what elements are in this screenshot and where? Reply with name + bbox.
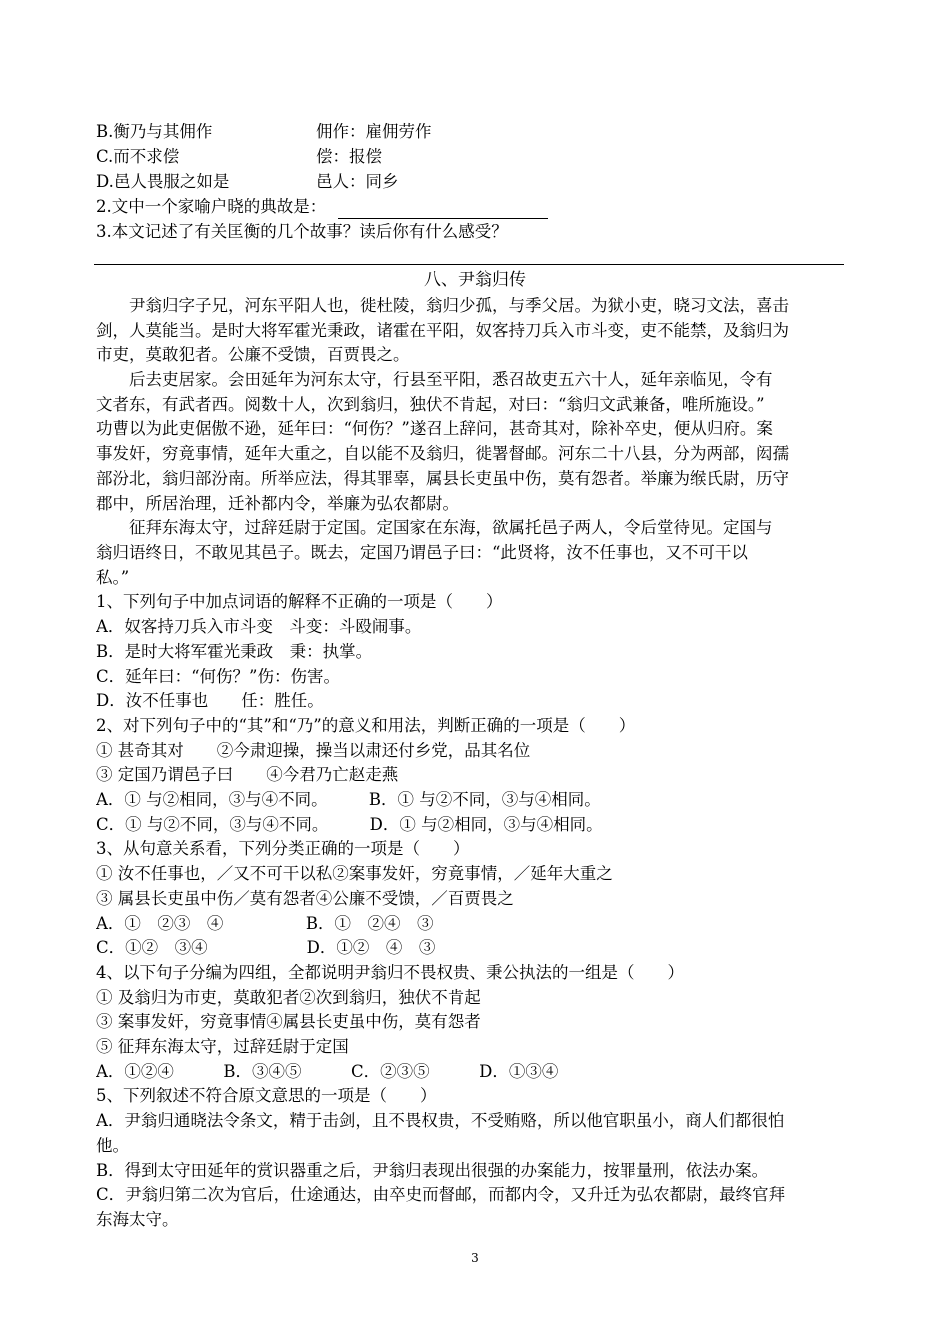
question-line: 3、从句意关系看，下列分类正确的一项是（ ） bbox=[96, 839, 470, 858]
question-line: B．得到太守田延年的赏识器重之后，尹翁归表现出很强的办案能力，按罪量刑，依法办案。 bbox=[96, 1161, 769, 1180]
question-line: 他。 bbox=[96, 1136, 129, 1155]
option-b-text: B.衡乃与其佣作 bbox=[96, 122, 213, 141]
question-line: A．① 与②相同，③与④不同。 B．① 与②不同，③与④相同。 bbox=[96, 790, 601, 809]
question-line: 东海太守。 bbox=[96, 1210, 179, 1229]
page-number: 3 bbox=[471, 1251, 479, 1265]
passage-line: 征拜东海太守，过辞廷尉于定国。定国家在东海，欲属托邑子两人，令后堂待见。定国与 bbox=[96, 518, 773, 537]
question-line: 2、对下列句子中的“其”和“乃”的意义和用法，判断正确的一项是（ ） bbox=[96, 716, 636, 735]
question-line: C．延年曰：“何伤？”伤：伤害。 bbox=[96, 667, 340, 686]
section-title: 八、尹翁归传 bbox=[424, 270, 526, 290]
passage-line: 文者东，有武者西。阅数十人，次到翁归，独伏不肯起，对曰：“翁归文武兼备，唯所施设。” bbox=[96, 395, 765, 414]
question-line: A．①②④ B．③④⑤ C．②③⑤ D．①③④ bbox=[96, 1062, 559, 1081]
question-line: ③ 案事发奸，穷竟事情④属县长吏虽中伤，莫有怨者 bbox=[96, 1012, 481, 1031]
passage-line: 后去吏居家。会田延年为河东太守，行县至平阳，悉召故吏五六十人，延年亲临见，令有 bbox=[96, 370, 773, 389]
option-d-gloss: 邑人：同乡 bbox=[316, 172, 399, 191]
question-line: ③ 属县长吏虽中伤／莫有怨者④公廉不受馈，／百贾畏之 bbox=[96, 889, 514, 908]
question-line: 5、下列叙述不符合原文意思的一项是（ ） bbox=[96, 1086, 437, 1105]
option-d-text: D.邑人畏服之如是 bbox=[96, 172, 230, 191]
passage-line: 功曹以为此吏倨傲不逊，延年曰：“何伤？”遂召上辞问，甚奇其对，除补卒史，便从归府。案 bbox=[96, 419, 773, 438]
question-line: A．尹翁归通晓法令条文，精于击剑，且不畏权贵，不受贿赂，所以他官职虽小，商人们都很怕 bbox=[96, 1111, 785, 1130]
question-line: A．奴客持刀兵入市斗变 斗变：斗殴闹事。 bbox=[96, 617, 422, 636]
question-line: ① 甚奇其对 ②今肃迎操，操当以肃还付乡党，品其名位 bbox=[96, 741, 531, 760]
passage-line: 私。” bbox=[96, 568, 130, 587]
passage-line: 尹翁归字子兄，河东平阳人也，徙杜陵，翁归少孤，与季父居。为狱小吏，晓习文法，喜击 bbox=[96, 296, 789, 315]
option-c-line bbox=[96, 145, 856, 169]
question-line: 4、以下句子分编为四组，全都说明尹翁归不畏权贵、秉公执法的一组是（ ） bbox=[96, 963, 684, 982]
passage-line: 市吏，莫敢犯者。公廉不受馈，百贾畏之。 bbox=[96, 345, 410, 364]
answer-blank bbox=[338, 200, 548, 219]
option-b-gloss: 佣作：雇佣劳作 bbox=[316, 122, 432, 141]
passage-line: 事发奸，穷竟事情，延年大重之，自以能不及翁归，徙署督邮。河东二十八县，分为两部，闳孺 bbox=[96, 444, 789, 463]
question-line: ③ 定国乃谓邑子曰 ④今君乃亡赵走燕 bbox=[96, 765, 399, 784]
question-line: C．①② ③④ D．①② ④ ③ bbox=[96, 938, 436, 957]
question-line: 1、下列句子中加点词语的解释不正确的一项是（ ） bbox=[96, 592, 503, 611]
question-line: D．汝不任事也 任：胜任。 bbox=[96, 691, 324, 710]
question-line: ① 及翁归为市吏，莫敢犯者②次到翁归，独伏不肯起 bbox=[96, 988, 481, 1007]
section-divider bbox=[94, 264, 844, 265]
question-line: B．是时大将军霍光秉政 秉：执掌。 bbox=[96, 642, 373, 661]
question-line: C．① 与②不同，③与④不同。 D．① 与②相同，③与④相同。 bbox=[96, 815, 603, 834]
passage-line: 翁归语终日，不敢见其邑子。既去，定国乃谓邑子曰：“此贤将，汝不任事也，又不可干以 bbox=[96, 543, 748, 562]
passage-line: 部汾北，翁归部汾南。所举应法，得其罪辜，属县长吏虽中伤，莫有怨者。举廉为缑氏尉，历守 bbox=[96, 469, 789, 488]
question-2-line bbox=[96, 195, 856, 219]
question-3-line: 3.本文记述了有关匡衡的几个故事？读后你有什么感受？ bbox=[96, 222, 508, 241]
option-d-line bbox=[96, 170, 856, 194]
question-line: ⑤ 征拜东海太守，过辞廷尉于定国 bbox=[96, 1037, 349, 1056]
option-c-gloss: 偿：报偿 bbox=[316, 147, 382, 166]
question-line: A．① ②③ ④ B．① ②④ ③ bbox=[96, 914, 434, 933]
question-line: ① 汝不任事也，／又不可干以私②案事发奸，穷竟事情，／延年大重之 bbox=[96, 864, 613, 883]
passage-line: 剑，人莫能当。是时大将军霍光秉政，诸霍在平阳，奴客持刀兵入市斗变，吏不能禁，及翁归为 bbox=[96, 321, 789, 340]
question-2-text: 2.文中一个家喻户晓的典故是： bbox=[96, 197, 327, 216]
question-line: C．尹翁归第二次为官后，仕途通达，由卒史而督邮，而都内令，又升迁为弘农都尉，最终官拜 bbox=[96, 1185, 786, 1204]
passage-line: 郡中，所居治理，迁补都内令，举廉为弘农都尉。 bbox=[96, 494, 459, 513]
option-b-line bbox=[96, 120, 856, 144]
option-c-text: C.而不求偿 bbox=[96, 147, 180, 166]
